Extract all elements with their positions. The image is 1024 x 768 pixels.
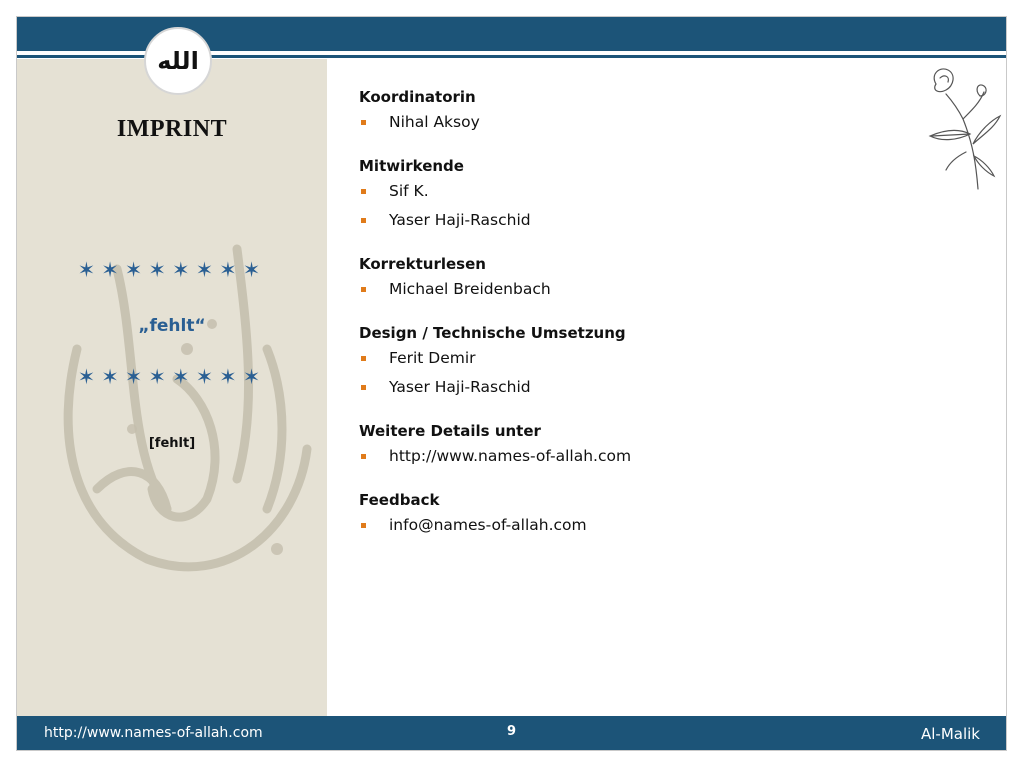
footer-bar xyxy=(17,716,1006,750)
bracket-text: [fehlt] xyxy=(148,436,196,451)
list-item: Ferit Demir xyxy=(359,344,879,373)
section-heading: Mitwirkende xyxy=(359,157,464,175)
list-item: Nihal Aksoy xyxy=(359,108,879,137)
section-heading: Koordinatorin xyxy=(359,88,476,106)
list-item: Sif K. xyxy=(359,177,879,206)
section-korrekturlesen xyxy=(359,253,879,304)
stars-divider-top: ✶✶✶✶✶✶✶✶ xyxy=(77,259,267,282)
calligraphy-watermark-icon xyxy=(37,229,327,609)
section-details xyxy=(359,420,879,471)
website-link[interactable]: http://www.names-of-allah.com xyxy=(359,442,879,471)
section-heading: Korrekturlesen xyxy=(359,255,486,273)
list-item: Yaser Haji-Raschid xyxy=(359,373,879,402)
section-mitwirkende xyxy=(359,155,879,235)
quote-text: „fehlt“ xyxy=(138,316,206,336)
page-title: IMPRINT xyxy=(116,116,228,142)
section-design xyxy=(359,322,879,402)
section-feedback xyxy=(359,489,879,540)
section-heading: Design / Technische Umsetzung xyxy=(359,324,626,342)
list-item: Michael Breidenbach xyxy=(359,275,879,304)
stars-divider-bottom: ✶✶✶✶✶✶✶✶ xyxy=(77,366,267,389)
footer-url[interactable]: http://www.names-of-allah.com xyxy=(44,725,263,741)
footer-name: Al-Malik xyxy=(921,725,980,743)
page-number: 9 xyxy=(506,724,517,739)
rose-icon xyxy=(918,64,1002,192)
section-heading: Weitere Details unter xyxy=(359,422,541,440)
logo-text: الله xyxy=(157,47,199,75)
list-item: Yaser Haji-Raschid xyxy=(359,206,879,235)
section-koordinatorin xyxy=(359,86,879,137)
imprint-content xyxy=(359,86,879,558)
section-heading: Feedback xyxy=(359,491,440,509)
email-link[interactable]: info@names-of-allah.com xyxy=(359,511,879,540)
allah-logo xyxy=(144,27,212,95)
